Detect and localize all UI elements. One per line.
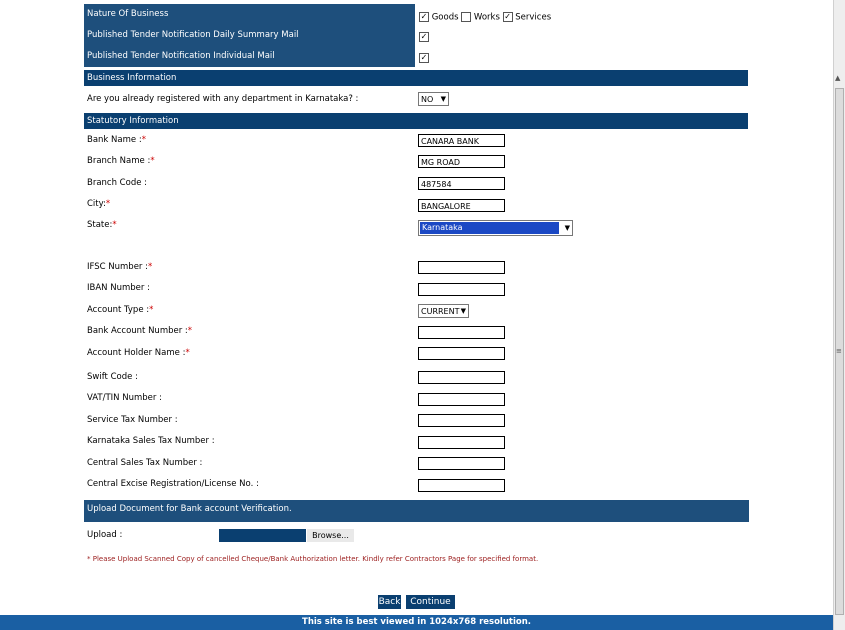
bank-name-label xyxy=(87,135,146,145)
works-checkbox[interactable] xyxy=(461,12,471,22)
label-text: Bank Account Number : xyxy=(87,326,188,336)
upload-note: * Please Upload Scanned Copy of cancelled Cheque/Bank Authorization letter. Kindly refer Contractors Page for specified format. xyxy=(87,555,539,563)
scroll-grip-icon: ≡ xyxy=(836,347,842,355)
city-label xyxy=(87,199,110,209)
upload-section-header xyxy=(84,500,749,522)
row-label: Published Tender Notification Individual Mail xyxy=(87,51,275,61)
required-mark: * xyxy=(187,326,193,336)
label-text: Branch Name : xyxy=(87,156,151,166)
branch-code-input[interactable]: 487584 xyxy=(418,177,505,190)
footer-text: This site is best viewed in 1024x768 resolution. xyxy=(302,617,531,627)
row-label: Nature Of Business xyxy=(87,9,169,19)
swift-code-label: Swift Code : xyxy=(87,372,138,382)
required-mark: * xyxy=(112,220,117,230)
select-value: CURRENT xyxy=(421,307,460,316)
branch-code-label: Branch Code : xyxy=(87,178,148,188)
footer-bar xyxy=(0,615,833,630)
city-input[interactable]: BANGALORE xyxy=(418,199,505,212)
section-title: Business Information xyxy=(87,73,177,83)
central-excise-label: Central Excise Registration/License No. : xyxy=(87,479,259,489)
label-text: Account Holder Name : xyxy=(87,348,186,358)
select-value: NO xyxy=(421,95,434,104)
account-holder-input[interactable] xyxy=(418,347,505,360)
services-checkbox[interactable]: ✓ xyxy=(504,12,511,21)
required-mark: * xyxy=(105,199,111,209)
dropdown-arrow-icon: ▼ xyxy=(440,95,446,103)
central-sales-tax-label: Central Sales Tax Number : xyxy=(87,458,203,468)
state-selected-value: Karnataka xyxy=(420,222,559,234)
account-type-label xyxy=(87,305,153,315)
state-select[interactable] xyxy=(418,220,573,236)
iban-label: IBAN Number : xyxy=(87,283,150,293)
vat-tin-label: VAT/TIN Number : xyxy=(87,393,162,403)
state-label xyxy=(87,220,117,230)
label-text: State: xyxy=(87,220,113,230)
daily-summary-mail-label xyxy=(84,25,415,46)
section-title: Upload Document for Bank account Verification. xyxy=(87,504,292,514)
services-label: Services xyxy=(515,12,552,23)
bank-account-number-label xyxy=(87,326,192,336)
required-mark: * xyxy=(150,156,155,166)
required-mark: * xyxy=(148,262,153,272)
daily-summary-checkbox[interactable]: ✓ xyxy=(420,32,428,41)
nature-of-business-label xyxy=(84,4,415,25)
label-text: City: xyxy=(87,199,106,209)
label-text: Bank Name : xyxy=(87,135,142,145)
registered-select[interactable] xyxy=(418,92,449,106)
business-type-options xyxy=(419,12,551,23)
required-mark: * xyxy=(141,135,146,145)
vat-tin-input[interactable] xyxy=(418,393,505,406)
service-tax-input[interactable] xyxy=(418,414,505,427)
ifsc-input[interactable] xyxy=(418,261,505,274)
central-excise-input[interactable] xyxy=(418,479,505,492)
works-label: Works xyxy=(473,12,500,23)
scroll-up-arrow-icon[interactable]: ▲ xyxy=(835,74,841,82)
business-information-header xyxy=(84,70,748,86)
registered-question-label: Are you already registered with any department in Karnataka? : xyxy=(87,94,359,104)
branch-name-label xyxy=(87,156,155,166)
browse-button[interactable]: Browse... xyxy=(307,529,354,542)
iban-input[interactable] xyxy=(418,283,505,296)
karnataka-sales-tax-input[interactable] xyxy=(418,436,505,449)
continue-button[interactable]: Continue xyxy=(406,595,455,609)
individual-mail-label xyxy=(84,46,415,67)
upload-label: Upload : xyxy=(87,530,123,540)
statutory-information-header xyxy=(84,113,748,129)
label-text: Account Type : xyxy=(87,305,150,315)
swift-code-input[interactable] xyxy=(418,371,505,384)
bank-account-number-input[interactable] xyxy=(418,326,505,339)
back-button[interactable]: Back xyxy=(378,597,401,607)
individual-mail-checkbox[interactable]: ✓ xyxy=(420,53,428,62)
dropdown-arrow-icon: ▼ xyxy=(460,307,466,315)
section-title: Statutory Information xyxy=(87,116,179,126)
service-tax-label: Service Tax Number : xyxy=(87,415,178,425)
dropdown-arrow-icon: ▼ xyxy=(564,224,570,232)
goods-label: Goods xyxy=(431,12,459,23)
row-label: Published Tender Notification Daily Summary Mail xyxy=(87,30,299,40)
ifsc-label xyxy=(87,262,152,272)
required-mark: * xyxy=(149,305,154,315)
branch-name-input[interactable]: MG ROAD xyxy=(418,155,505,168)
label-text: IFSC Number : xyxy=(87,262,148,272)
required-mark: * xyxy=(185,348,190,358)
central-sales-tax-input[interactable] xyxy=(418,457,505,470)
bank-name-input[interactable]: CANARA BANK xyxy=(418,134,505,147)
goods-checkbox[interactable]: ✓ xyxy=(420,12,428,21)
account-holder-label xyxy=(87,348,190,358)
account-type-select[interactable] xyxy=(418,304,469,318)
upload-file-field[interactable] xyxy=(219,529,306,542)
karnataka-sales-tax-label: Karnataka Sales Tax Number : xyxy=(87,436,215,446)
